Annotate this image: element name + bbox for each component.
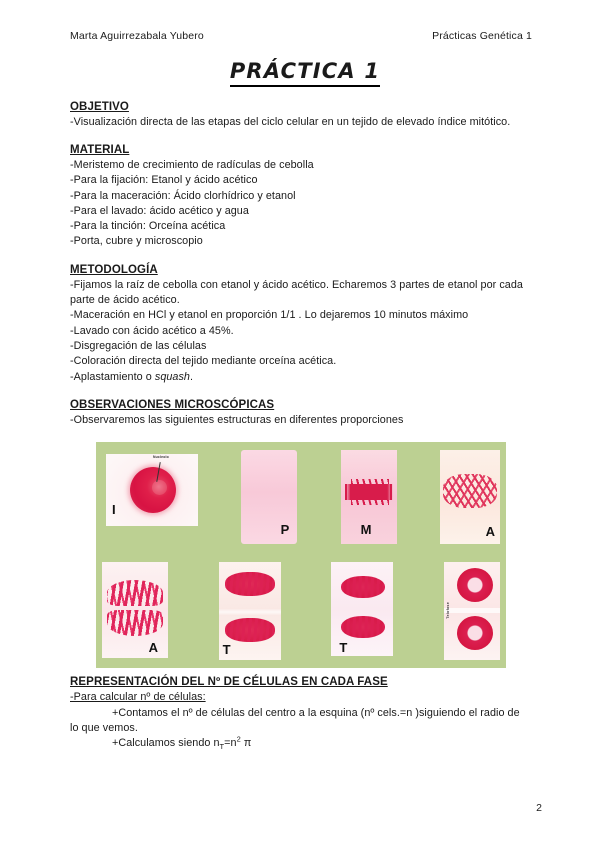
mitosis-figure-row-1 (102, 450, 500, 550)
section-heading-material: MATERIAL (70, 143, 130, 156)
cell-plate-divider (219, 609, 281, 615)
micrograph-anaphase (440, 450, 500, 544)
metodologia-line-6-prefix: -Aplastamiento o (70, 370, 155, 383)
telophase-vertical-caption: Telofase (445, 602, 450, 620)
micrograph-telophase-1 (219, 562, 281, 660)
micrograph-anaphase-late (102, 562, 168, 658)
micrograph-telophase-3 (444, 562, 500, 660)
phase-label-metaphase: M (360, 522, 372, 538)
section-heading-metodologia: METODOLOGÍA (70, 263, 158, 276)
formula-suffix: π (240, 737, 252, 750)
representacion-bullet-1-text: +Contamos el nº de células del centro a la esquina (nº cels.=n )siguiendo el radio de (112, 706, 520, 719)
material-line-4: -Para el lavado: ácido acético y agua (70, 204, 249, 217)
section-heading-observaciones: OBSERVACIONES MICROSCÓPICAS (70, 399, 275, 412)
material-line-5: -Para la tinción: Orceína acética (70, 220, 226, 233)
objetivo-line-1: -Visualización directa de las etapas del ciclo celular en un tejido de elevado índice mitótico. (70, 115, 511, 128)
metodologia-line-3: -Lavado con ácido acético a 45%. (70, 324, 234, 337)
section-heading-representacion: REPRESENTACIÓN DEL Nº DE CÉLULAS EN CADA FASE (70, 676, 388, 689)
header-author: Marta Aguirrezabala Yubero (70, 30, 204, 42)
formula-subscript: T (219, 742, 225, 752)
mitosis-figure (96, 442, 506, 668)
representacion-subheading: -Para calcular nº de células: (70, 691, 206, 704)
document-header (70, 30, 540, 42)
section-observaciones (70, 399, 540, 428)
formula-prefix: +Calculamos siendo n (112, 737, 220, 750)
representacion-bullet-1 (70, 706, 540, 737)
metodologia-line-4: -Disgregación de las células (70, 340, 207, 353)
header-course: Prácticas Genética 1 (432, 30, 532, 42)
mitosis-figure-row-2 (102, 562, 500, 662)
anaphase-upper-set (107, 580, 163, 606)
material-line-2: -Para la fijación: Etanol y ácido acético (70, 174, 258, 187)
page-title: PRÁCTICA 1 (230, 60, 380, 87)
section-material (70, 144, 540, 250)
metodologia-line-1: -Fijamos la raíz de cebolla con etanol y ácido acético. Echaremos 3 partes de etanol por cada parte de ácido acético. (70, 278, 523, 307)
section-heading-objetivo: OBJETIVO (70, 100, 129, 113)
page-number: 2 (536, 802, 542, 814)
representacion-bullet-1-continuation: lo que vemos. (70, 722, 138, 735)
observaciones-line-1: -Observaremos las siguientes estructuras en diferentes proporciones (70, 414, 404, 427)
phase-label-telophase-1: T (222, 642, 231, 658)
metodologia-line-6-suffix: . (190, 370, 194, 383)
nucleolus-caption: Nucleolo (153, 455, 169, 460)
metodologia-squash-term: squash (154, 370, 190, 383)
representacion-bullet-2 (70, 736, 540, 751)
metodologia-line-2: -Maceración en HCl y etanol en proporción 1/1 . Lo dejaremos 10 minutos máximo (70, 309, 469, 322)
phase-label-prophase: P (280, 522, 290, 538)
telophase-lower-mass (225, 618, 275, 642)
material-line-3: -Para la maceración: Ácido clorhídrico y etanol (70, 189, 296, 202)
section-metodologia (70, 264, 540, 385)
daughter-cell-divider (444, 608, 500, 613)
metodologia-line-5: -Coloración directa del tejido mediante orceína acética. (70, 355, 337, 368)
phase-label-anaphase: A (485, 524, 495, 540)
material-line-1: -Meristemo de crecimiento de radículas de cebolla (70, 158, 314, 171)
formula-mid: =n (224, 737, 237, 750)
telophase-upper-mass (225, 572, 275, 596)
phase-label-interphase: I (112, 502, 116, 518)
title-container (70, 60, 540, 87)
material-line-6: -Porta, cubre y microscopio (70, 235, 203, 248)
daughter-nucleus-upper (457, 568, 493, 602)
phase-label-anaphase-late: A (148, 640, 158, 656)
chromatin-clump-shape (248, 474, 290, 504)
telophase2-lower-mass (341, 616, 385, 638)
daughter-nucleus-lower (457, 616, 493, 650)
micrograph-interphase (106, 454, 198, 526)
formula-superscript: 2 (236, 734, 241, 744)
micrograph-metaphase (341, 450, 397, 544)
metaphase-plate-shape (345, 484, 393, 500)
phase-label-telophase-2: T (339, 640, 348, 656)
anaphase-chromosome-spread (443, 474, 497, 508)
anaphase-lower-set (107, 610, 163, 636)
metodologia-line-6 (70, 370, 540, 385)
section-objetivo (70, 101, 540, 130)
section-representacion (70, 676, 540, 751)
micrograph-telophase-2 (331, 562, 393, 656)
telophase2-upper-mass (341, 576, 385, 598)
micrograph-prophase (241, 450, 297, 544)
